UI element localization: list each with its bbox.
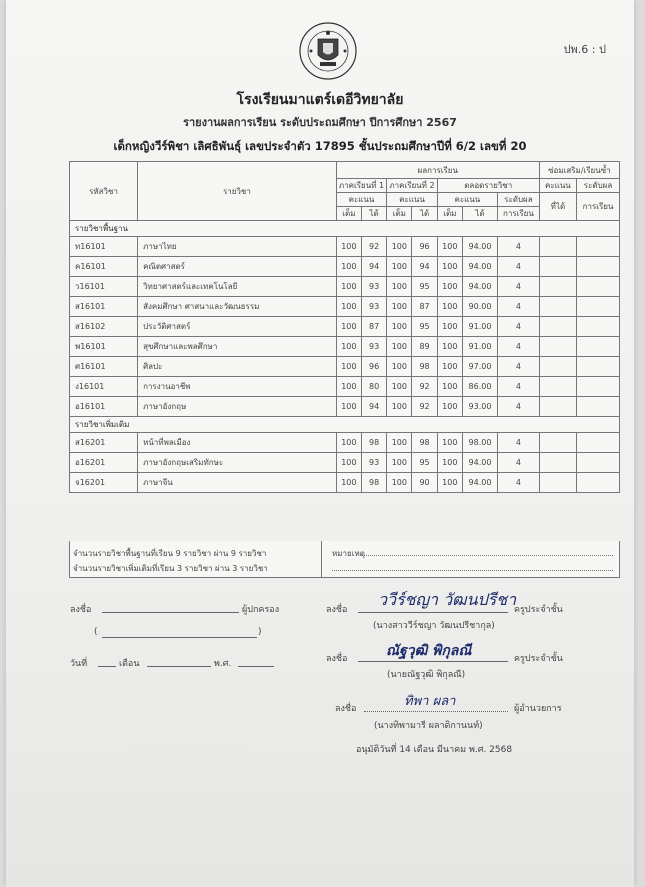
term2-got: 95 <box>412 277 437 297</box>
school-seal-logo <box>299 22 357 80</box>
total-full: 100 <box>437 357 462 377</box>
total-got: 94.00 <box>462 453 497 473</box>
total-full: 100 <box>437 257 462 277</box>
date-day-label: วันที่ <box>70 659 88 669</box>
remedial-level <box>577 473 620 493</box>
header-rem-score: คะแนน <box>539 179 576 193</box>
subject-code: ส16102 <box>70 317 138 337</box>
term1-full: 100 <box>336 453 361 473</box>
teacher1-sign-label: ลงชื่อ <box>326 605 348 615</box>
total-got: 90.00 <box>462 297 497 317</box>
date-year-label: พ.ศ. <box>214 659 232 669</box>
date-month-line <box>147 666 211 667</box>
remedial-level <box>577 297 620 317</box>
total-got: 86.00 <box>462 377 497 397</box>
term1-got: 80 <box>361 377 386 397</box>
subject-code: ส16201 <box>70 433 138 453</box>
header-rem-level: ระดับผล <box>577 179 620 193</box>
teacher2-sign-label: ลงชื่อ <box>326 654 348 664</box>
director-name: (นางทิพามารี ผลาดิกานนท์) <box>374 721 483 731</box>
table-row <box>70 433 620 453</box>
remedial-level <box>577 257 620 277</box>
header-t2-full: เต็ม <box>387 207 412 221</box>
table-row <box>70 297 620 317</box>
remedial-score <box>539 277 576 297</box>
table-row <box>70 317 620 337</box>
table-row <box>70 453 620 473</box>
term1-full: 100 <box>336 433 361 453</box>
term1-got: 93 <box>361 337 386 357</box>
subject-name: ภาษาไทย <box>138 237 337 257</box>
note-line-2 <box>332 570 613 571</box>
approval-date: อนุมัติวันที่ 14 เดือน มีนาคม พ.ศ. 2568 <box>356 745 513 755</box>
subject-code: พ16101 <box>70 337 138 357</box>
remedial-score <box>539 257 576 277</box>
subject-code: ส16101 <box>70 297 138 317</box>
remedial-score <box>539 317 576 337</box>
total-got: 91.00 <box>462 317 497 337</box>
total-full: 100 <box>437 337 462 357</box>
subject-code: อ16201 <box>70 453 138 473</box>
header-t1-score: คะแนน <box>336 193 386 207</box>
header-learning: การเรียน <box>498 207 540 221</box>
teacher2-name: (นายณัฐวุฒิ พิกุลณี) <box>387 670 466 680</box>
remedial-score <box>539 377 576 397</box>
term1-full: 100 <box>336 473 361 493</box>
term2-got: 98 <box>412 433 437 453</box>
total-got: 97.00 <box>462 357 497 377</box>
term1-got: 94 <box>361 397 386 417</box>
header-total: ตลอดรายวิชา <box>437 179 539 193</box>
grade-level: 4 <box>498 317 540 337</box>
director-role: ผู้อำนวยการ <box>514 704 562 714</box>
term2-full: 100 <box>387 453 412 473</box>
subject-name: ภาษาอังกฤษเสริมทักษะ <box>138 453 337 473</box>
term2-full: 100 <box>387 257 412 277</box>
total-full: 100 <box>437 237 462 257</box>
subject-code: ง16101 <box>70 377 138 397</box>
term1-full: 100 <box>336 237 361 257</box>
subject-name: หน้าที่พลเมือง <box>138 433 337 453</box>
grade-level: 4 <box>498 453 540 473</box>
remedial-score <box>539 473 576 493</box>
group-extra: รายวิชาเพิ่มเติม <box>70 417 620 433</box>
remedial-level <box>577 317 620 337</box>
total-got: 91.00 <box>462 337 497 357</box>
remedial-score <box>539 453 576 473</box>
term2-got: 94 <box>412 257 437 277</box>
term1-full: 100 <box>336 397 361 417</box>
total-full: 100 <box>437 377 462 397</box>
total-full: 100 <box>437 453 462 473</box>
remedial-level <box>577 237 620 257</box>
grade-level: 4 <box>498 377 540 397</box>
remedial-level <box>577 277 620 297</box>
term2-got: 92 <box>412 397 437 417</box>
term2-got: 95 <box>412 453 437 473</box>
total-got: 98.00 <box>462 433 497 453</box>
extra-count: จำนวนรายวิชาเพิ่มเติมที่เรียน 3 รายวิชา ผ่าน 3 รายวิชา <box>73 564 268 573</box>
total-full: 100 <box>437 433 462 453</box>
form-code: ปพ.6 : ป <box>563 43 606 56</box>
teacher2-role: ครูประจำชั้น <box>514 654 563 664</box>
total-full: 100 <box>437 473 462 493</box>
subject-name: วิทยาศาสตร์และเทคโนโลยี <box>138 277 337 297</box>
total-got: 94.00 <box>462 257 497 277</box>
subject-name: ศิลปะ <box>138 357 337 377</box>
header-term1: ภาคเรียนที่ 1 <box>336 179 386 193</box>
total-got: 94.00 <box>462 473 497 493</box>
date-year-line <box>238 666 274 667</box>
total-got: 93.00 <box>462 397 497 417</box>
header-level: ระดับผล <box>498 193 540 207</box>
table-row <box>70 337 620 357</box>
subject-name: การงานอาชีพ <box>138 377 337 397</box>
term1-got: 92 <box>361 237 386 257</box>
header-t1-got: ได้ <box>361 207 386 221</box>
guardian-paren-close: ) <box>258 627 262 637</box>
header-subject: รายวิชา <box>138 162 337 221</box>
director-signature: ทิพา ผลา <box>404 694 456 709</box>
table-row <box>70 473 620 493</box>
table-row <box>70 377 620 397</box>
teacher1-signature: ววีร์ชญา วัฒนปรีชา <box>378 590 517 609</box>
subject-name: สังคมศึกษา ศาสนาและวัฒนธรรม <box>138 297 337 317</box>
header-rem-got: ที่ได้ <box>539 193 576 221</box>
guardian-role: ผู้ปกครอง <box>242 605 280 615</box>
term2-full: 100 <box>387 397 412 417</box>
term2-full: 100 <box>387 277 412 297</box>
grade-level: 4 <box>498 277 540 297</box>
term2-got: 92 <box>412 377 437 397</box>
table-row <box>70 257 620 277</box>
report-paper <box>6 0 634 887</box>
term1-full: 100 <box>336 317 361 337</box>
teacher1-name: (นางสาววีร์ชญา วัฒนปรีชากุล) <box>373 621 495 631</box>
subject-name: ภาษาจีน <box>138 473 337 493</box>
term2-full: 100 <box>387 433 412 453</box>
remedial-score <box>539 297 576 317</box>
term2-got: 98 <box>412 357 437 377</box>
table-row <box>70 277 620 297</box>
date-month-label: เดือน <box>119 659 140 669</box>
term2-got: 95 <box>412 317 437 337</box>
remedial-score <box>539 433 576 453</box>
term2-full: 100 <box>387 297 412 317</box>
term1-got: 94 <box>361 257 386 277</box>
note-line-1 <box>360 555 613 556</box>
header-rem-learning: การเรียน <box>577 193 620 221</box>
term1-full: 100 <box>336 377 361 397</box>
teacher1-sign-line <box>358 612 508 613</box>
term1-got: 93 <box>361 297 386 317</box>
remedial-level <box>577 377 620 397</box>
grade-level: 4 <box>498 433 540 453</box>
report-title: รายงานผลการเรียน ระดับประถมศึกษา ปีการศึกษา 2567 <box>183 116 457 129</box>
total-got: 94.00 <box>462 237 497 257</box>
grades-table <box>69 161 620 493</box>
header-t1-full: เต็ม <box>336 207 361 221</box>
term1-got: 93 <box>361 277 386 297</box>
remedial-score <box>539 397 576 417</box>
subject-code: ว16101 <box>70 277 138 297</box>
subject-code: อ16101 <box>70 397 138 417</box>
table-row <box>70 397 620 417</box>
subject-name: คณิตศาสตร์ <box>138 257 337 277</box>
summary-counts <box>70 541 322 577</box>
guardian-paren-open: ( <box>94 627 98 637</box>
header-total-score: คะแนน <box>437 193 497 207</box>
term2-full: 100 <box>387 317 412 337</box>
guardian-name-line <box>102 637 257 638</box>
total-full: 100 <box>437 297 462 317</box>
term2-full: 100 <box>387 237 412 257</box>
term1-got: 87 <box>361 317 386 337</box>
term2-got: 90 <box>412 473 437 493</box>
header-t2-got: ได้ <box>412 207 437 221</box>
term2-full: 100 <box>387 473 412 493</box>
term1-got: 93 <box>361 453 386 473</box>
term1-full: 100 <box>336 257 361 277</box>
grade-level: 4 <box>498 257 540 277</box>
grade-level: 4 <box>498 297 540 317</box>
date-day-line <box>98 666 116 667</box>
teacher2-sign-line <box>358 661 508 662</box>
total-full: 100 <box>437 277 462 297</box>
header-term2: ภาคเรียนที่ 2 <box>387 179 437 193</box>
teacher1-role: ครูประจำชั้น <box>514 605 563 615</box>
header-remedial: ซ่อมเสริม/เรียนซ้ำ <box>539 162 619 179</box>
header-t2-score: คะแนน <box>387 193 437 207</box>
remedial-level <box>577 453 620 473</box>
term2-full: 100 <box>387 337 412 357</box>
student-info: เด็กหญิงวีร์พิชา เลิศธิพันธุ์ เลขประจำตัว 17895 ชั้นประถมศึกษาปีที่ 6/2 เลขที่ 20 <box>113 139 527 153</box>
guardian-sign-line <box>102 612 239 613</box>
term1-got: 98 <box>361 473 386 493</box>
note-label: หมายเหตุ <box>332 549 365 558</box>
guardian-sign-label: ลงชื่อ <box>70 605 92 615</box>
remedial-score <box>539 237 576 257</box>
subject-code: ค16101 <box>70 257 138 277</box>
subject-code: จ16201 <box>70 473 138 493</box>
term1-got: 96 <box>361 357 386 377</box>
grade-level: 4 <box>498 337 540 357</box>
summary-box <box>69 541 620 578</box>
header-code: รหัสวิชา <box>70 162 138 221</box>
remedial-level <box>577 433 620 453</box>
term1-full: 100 <box>336 297 361 317</box>
header-total-full: เต็ม <box>437 207 462 221</box>
grade-level: 4 <box>498 237 540 257</box>
term2-full: 100 <box>387 357 412 377</box>
subject-code: ศ16101 <box>70 357 138 377</box>
remedial-score <box>539 357 576 377</box>
table-row <box>70 237 620 257</box>
header-results: ผลการเรียน <box>336 162 539 179</box>
basic-count: จำนวนรายวิชาพื้นฐานที่เรียน 9 รายวิชา ผ่าน 9 รายวิชา <box>73 549 267 558</box>
total-full: 100 <box>437 397 462 417</box>
subject-code: ท16101 <box>70 237 138 257</box>
teacher2-signature: ณัฐวุฒิ พิกุลณี <box>386 643 472 659</box>
subject-name: ประวัติศาสตร์ <box>138 317 337 337</box>
header-total-got: ได้ <box>462 207 497 221</box>
remedial-level <box>577 397 620 417</box>
school-name: โรงเรียนมาแตร์เดอีวิทยาลัย <box>236 92 404 108</box>
grade-level: 4 <box>498 397 540 417</box>
total-full: 100 <box>437 317 462 337</box>
term1-full: 100 <box>336 337 361 357</box>
remedial-level <box>577 337 620 357</box>
remedial-level <box>577 357 620 377</box>
term1-full: 100 <box>336 277 361 297</box>
remedial-score <box>539 337 576 357</box>
term2-got: 96 <box>412 237 437 257</box>
term1-got: 98 <box>361 433 386 453</box>
subject-name: ภาษาอังกฤษ <box>138 397 337 417</box>
term2-full: 100 <box>387 377 412 397</box>
term2-got: 89 <box>412 337 437 357</box>
term1-full: 100 <box>336 357 361 377</box>
director-sign-label: ลงชื่อ <box>335 704 357 714</box>
table-row <box>70 357 620 377</box>
term2-got: 87 <box>412 297 437 317</box>
grade-level: 4 <box>498 473 540 493</box>
grade-level: 4 <box>498 357 540 377</box>
total-got: 94.00 <box>462 277 497 297</box>
director-sign-line <box>364 711 508 712</box>
group-basic: รายวิชาพื้นฐาน <box>70 221 620 237</box>
subject-name: สุขศึกษาและพลศึกษา <box>138 337 337 357</box>
